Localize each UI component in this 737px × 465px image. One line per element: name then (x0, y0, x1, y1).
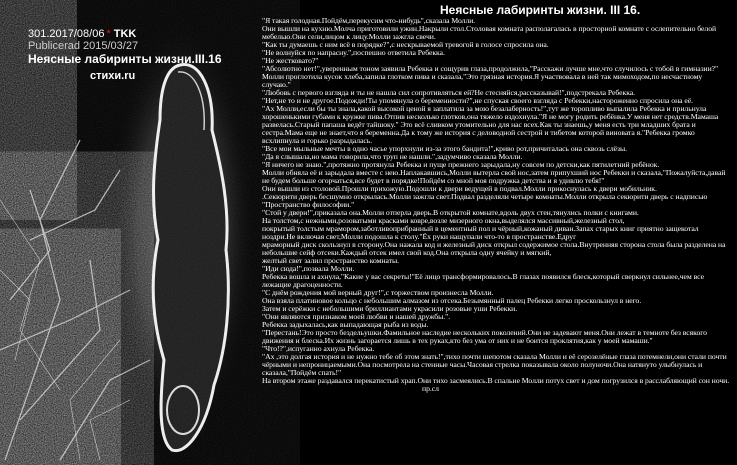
story-paragraph: "Они являются признаком моей любви и нашей дружбы.". (262, 312, 451, 321)
published-date: Publicerad 2015/03/27 (28, 40, 139, 52)
story-paragraph: Ребекка задыхалась,как выпадающая рыба из воды. (262, 320, 429, 329)
story-paragraph: Она взяла платиновое кольцо с небольшим алмазом из отсека.Безымянный палец Ребекки легко проскользнул в него. (262, 296, 642, 305)
story-paragraph: Затем и серёжки с небольшими бриллиантами украсили розовые уши Ребекки. (262, 304, 518, 313)
illustration-image (0, 0, 300, 465)
story-text (262, 17, 730, 393)
number-date: 301.2017/08/06 (28, 28, 105, 40)
story-paragraph: "С днём рождения мой верный друг!",с торжеством произнесла Молли. (262, 288, 494, 297)
story-paragraph: "Перестань!Это просто бездельушки.Фамильное наследие нескольких поколений.Они не задевают меня.Они лежат в темноте без всякого движения и блеска.Их жизнь загорается лишь в тех руках,кто без ума от них и не боится проклятия,как у моей мамаши." (262, 328, 707, 345)
story-paragraph: "Да я слышала,но мама говорила,что труп не нашли.",задумчиво сказала Молли. (262, 152, 523, 161)
story-paragraph: "Любовь с первого взгляда и ты не нашла сил сопротивляться ей?Не стесняйся,рассказывай!",подстрекала Ребекка. (262, 88, 636, 97)
story-paragraph: "Стой у двери!",приказала она.Молли отперла дверь.В открытой комнате,вдоль двух стен,тянулись полки с книгами. (262, 208, 639, 217)
story-paragraph: Ребекка вошла и ахнула,"Какие у вас секреты!"Её лицо трансформировалось.В глазах появился блеск,который сверкнул сильнее,чем все лежащие драгоценности. (262, 272, 704, 289)
left-title: Неясные лабиринты жизни.III.16 (28, 52, 222, 66)
story-paragraph: "Не жестковато?" (262, 56, 319, 65)
story-paragraph: мраморный диск скользнул в сторону.Она нажала код и железный диск открыл содержимое стола.Внутренняя сторона стола была разделена на небольшие сейф отсеки.Каждый отсек имел свой код.Она открыла одну ячейку и мягкий, (262, 240, 726, 257)
tag-label: TKK (113, 28, 137, 40)
story-paragraph: На толстом,с нежными,розоватыми красками ковре,возле мизерного окна,выделялся массивный,железный стол, (262, 216, 625, 225)
story-paragraph: "Абсолютно нет!",уверенным тоном заявила Ребекка и сощурив глаза,продолжила,"Расскажи лучше мне,что случилось с тобой в гимназии?" (262, 64, 719, 73)
story-paragraph: желтый свет залил пространство комнаты. (262, 256, 400, 265)
story-paragraph: "Нет,не то и не другое.Подожди!Ты упомянула о беременности?",не спуская своего взгляда с Ребекки,настороженно спросила она её. (262, 96, 693, 105)
story-paragraph: "Иди сюда!",позвала Молли. (262, 264, 355, 273)
signature: пр.сл (422, 384, 439, 393)
story-paragraph: Они вышли из столовой.Прошли прихожую.Подошли к двери ведущей в подвал.Молли прикоснулась к двери мобильник. (262, 184, 657, 193)
story-paragraph: "Ах Молли,если бы ты знала,какой высокой ценой я заплатила за мою безалаберность!",тут же торопливо выпалила Ребекка и прильнула хорошенькими губами к кружке пива.Отпив несколько глотков,она тяжело вздохнула."Я не могу родить ребёнка.У меня нет средств.Мамаша развелась.Старый папаша ведёт тайшоку." Это всё сливком утомительно для нас всех.Как ты знаешь,у меня есть три младших брата и сестра.Мама еще не знает,что я беременна.Да к тому же история с деловодной сестрой и тибетом которой виновата я."Ребекка громко всхлипнула и горько разрыдалась. (262, 104, 719, 145)
story-paragraph: "Что!?",испуганно ахнула Ребекка. (262, 344, 375, 353)
story-paragraph: "Я такая голодная.Пойдём,перекусим что-нибудь",сказала Молли. (262, 16, 476, 25)
story-paragraph: .Секюрити дверь бесшумно открылась.Молли зажгла свет.Подвал разделяли четыре комнаты.Молли открыла секюрити дверь с надписью "Пространство философии." (262, 192, 708, 209)
story-paragraph: "Не волнуйся по напрасну.",поспешно ответила Ребекка. (262, 48, 445, 57)
story-paragraph: Молли проглотила кусок хлеба,запила глотком пива и сказала,"Это грязная история.Я участвовала в ней так мимоходом,по несчастному случаю." (262, 72, 703, 89)
story-paragraph: покрытый толстым мрамором,заботливоприбранный в цементный пол и чёрный,кожаный диван.Запах старых книг приятно защекотал ноздри.Не включая свет,Молли подошла к столу."Ёх руки нащупали что-то в пространстве.Едруг (262, 224, 699, 241)
story-paragraph: "Все мои мыльные мечты в одно часье упорхнули из-за этого бандита!",криво рот,причиталась она сквозь слёзы. (262, 144, 628, 153)
story-paragraph: На втором этаже раздавался перекатистый храп.Они тихо засмеялись.В спальне Молли потух свет и дом погрузился в расслабляющий сон ночи. пр.сл (262, 376, 730, 393)
page-title: Неясные лабиринты жизни. III 16. (440, 3, 641, 17)
site-name: стихи.ru (90, 70, 136, 82)
story-paragraph: "Как ты думаешь с ним всё в порядке?",с нескрываемой тревогой в голосе спросила она. (262, 40, 549, 49)
story-paragraph: Молли обняла её и зарыдала вместе с нею.Наплакавшись,Молли вытерла свой нос,затем припухший нос Ребекки и сказала,"Пожалуйста,давай не будем больше огорчаться,все будет в порядке!Пойдём со мной моя подружка детства и я удивлю тебя!" (262, 168, 726, 185)
story-paragraph: Они вышли на кухню.Молча приготовили ужин.Накрыли стол.Столовая комната располагалась в просторной комнате с ослепительно белой мебелью.Они сели,лицом к лицу.Молли зажгла свечи. (262, 24, 717, 41)
star-icon: * (106, 28, 111, 40)
story-paragraph: "Ах ,это долгая история и не нужно тебе об этом знать!",тихо почти шепотом сказала Молли и её серозелёные глаза потемнели,они стали почти чёрными и непроницаемыми.Она посмотрела на стенные часы.Часовая стрелка показывала около полуночи.Она натянуто улыбнулась и сказала,"Пойдём спать!" (262, 352, 727, 377)
publication-meta (28, 28, 138, 52)
story-paragraph: "Я ничего не знаю.",протяжно протянула Ребекка и пуще прежнего зарыдала,ну совсем по детски,как пятилетний ребёнок. (262, 160, 660, 169)
story-illustration (0, 0, 300, 465)
